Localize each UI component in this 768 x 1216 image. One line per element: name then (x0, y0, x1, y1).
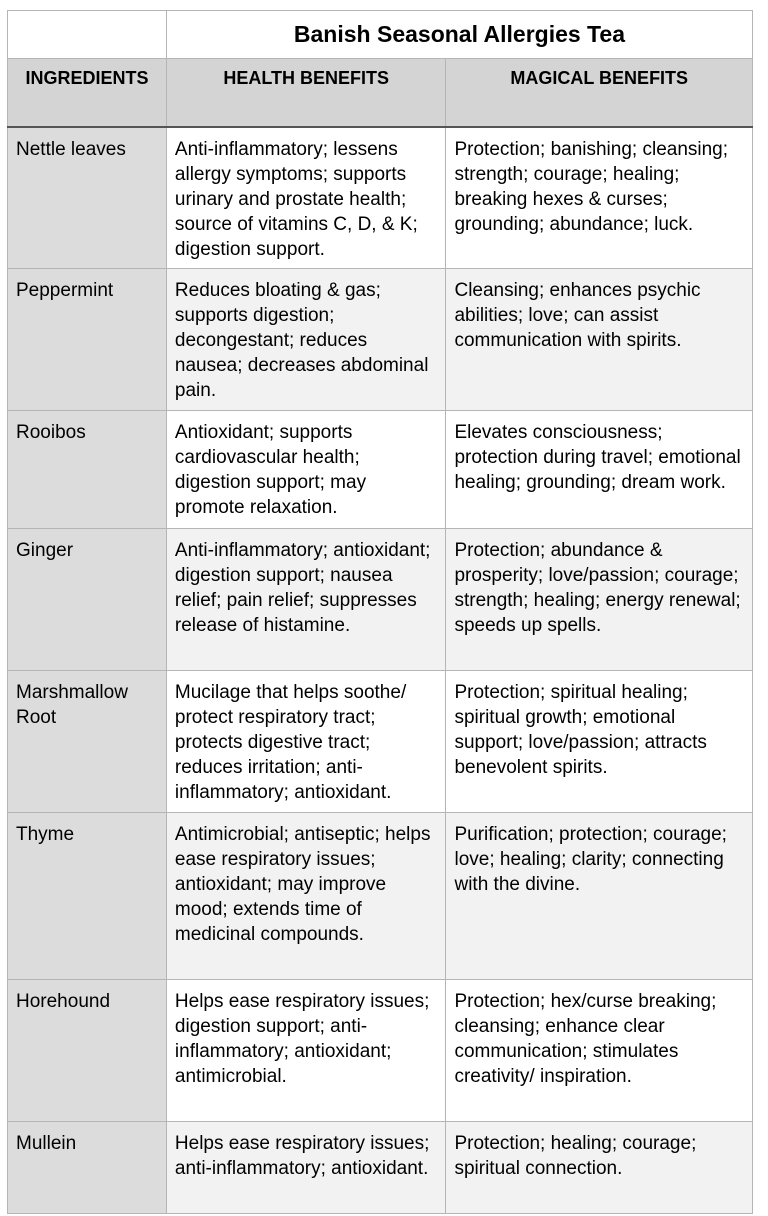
magical-benefits-cell: Elevates consciousness; protection during travel; emotional healing; grounding; dream work. (446, 411, 753, 529)
health-benefits-cell: Helps ease respiratory issues; digestion support; anti-inflammatory; antioxidant; antimicrobial. (166, 980, 446, 1122)
table-row (8, 1122, 753, 1214)
table-row (8, 813, 753, 980)
title-row (8, 11, 753, 59)
ingredient-cell: Rooibos (8, 411, 167, 529)
ingredient-cell: Mullein (8, 1122, 167, 1214)
table-row (8, 269, 753, 411)
ingredient-cell: Ginger (8, 529, 167, 671)
health-benefits-cell: Antioxidant; supports cardiovascular health; digestion support; may promote relaxation. (166, 411, 446, 529)
ingredient-cell: Peppermint (8, 269, 167, 411)
magical-benefits-cell: Protection; abundance & prosperity; love/passion; courage; strength; healing; energy renewal; speeds up spells. (446, 529, 753, 671)
magical-benefits-cell: Purification; protection; courage; love; healing; clarity; connecting with the divine. (446, 813, 753, 980)
table-row (8, 411, 753, 529)
table-row (8, 980, 753, 1122)
health-benefits-cell: Reduces bloating & gas; supports digestion; decongestant; reduces nausea; decreases abdominal pain. (166, 269, 446, 411)
magical-benefits-cell: Protection; banishing; cleansing; strength; courage; healing; breaking hexes & curses; grounding; abundance; luck. (446, 127, 753, 269)
table-row (8, 127, 753, 269)
ingredient-cell: Nettle leaves (8, 127, 167, 269)
table-title: Banish Seasonal Allergies Tea (166, 11, 752, 59)
table-row (8, 529, 753, 671)
header-row (8, 59, 753, 127)
health-benefits-cell: Mucilage that helps soothe/ protect respiratory tract; protects digestive tract; reduces irritation; anti-inflammatory; antioxidant. (166, 671, 446, 813)
header-magical-benefits: MAGICAL BENEFITS (446, 59, 753, 127)
header-health-benefits: HEALTH BENEFITS (166, 59, 446, 127)
health-benefits-cell: Anti-inflammatory; antioxidant; digestion support; nausea relief; pain relief; suppresses release of histamine. (166, 529, 446, 671)
magical-benefits-cell: Protection; spiritual healing; spiritual growth; emotional support; love/passion; attracts benevolent spirits. (446, 671, 753, 813)
ingredient-cell: Horehound (8, 980, 167, 1122)
magical-benefits-cell: Cleansing; enhances psychic abilities; love; can assist communication with spirits. (446, 269, 753, 411)
table-row (8, 671, 753, 813)
magical-benefits-cell: Protection; hex/curse breaking; cleansing; enhance clear communication; stimulates creativity/ inspiration. (446, 980, 753, 1122)
health-benefits-cell: Anti-inflammatory; lessens allergy symptoms; supports urinary and prostate health; source of vitamins C, D, & K; digestion support. (166, 127, 446, 269)
header-ingredients: INGREDIENTS (8, 59, 167, 127)
magical-benefits-cell: Protection; healing; courage; spiritual connection. (446, 1122, 753, 1214)
blank-corner-cell (8, 11, 167, 59)
health-benefits-cell: Antimicrobial; antiseptic; helps ease respiratory issues; antioxidant; may improve mood; extends time of medicinal compounds. (166, 813, 446, 980)
ingredients-table (7, 10, 753, 1214)
ingredient-cell: Thyme (8, 813, 167, 980)
health-benefits-cell: Helps ease respiratory issues; anti-inflammatory; antioxidant. (166, 1122, 446, 1214)
ingredient-cell: Marshmallow Root (8, 671, 167, 813)
